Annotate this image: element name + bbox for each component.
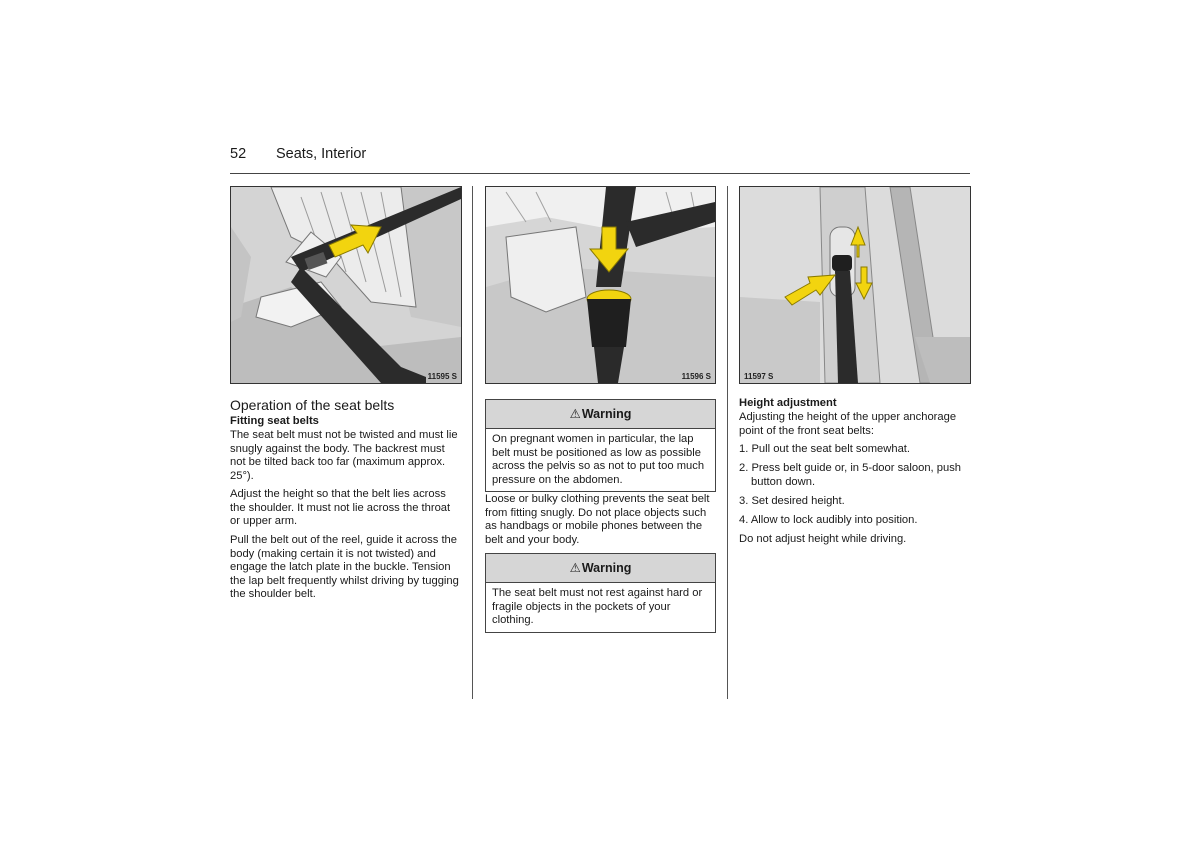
warning-triangle-icon: ⚠ bbox=[569, 407, 581, 421]
warning-box-objects bbox=[485, 553, 716, 633]
warning-title: Warning bbox=[581, 561, 632, 575]
column-divider-1 bbox=[472, 186, 473, 699]
height-adjustment-illustration bbox=[740, 187, 970, 383]
subheading-height: Height adjustment bbox=[739, 397, 837, 409]
warning-header bbox=[486, 400, 715, 429]
figure-height-adjustment bbox=[739, 186, 971, 384]
column-divider-2 bbox=[727, 186, 728, 699]
figure-code: 11595 S bbox=[427, 372, 457, 381]
section-heading: Operation of the seat belts bbox=[230, 397, 395, 413]
lap-belt-illustration bbox=[486, 187, 715, 383]
warning-title: Warning bbox=[581, 407, 632, 421]
list-item: 1. Pull out the seat belt somewhat. bbox=[739, 443, 911, 455]
paragraph: Pull the belt out of the reel, guide it across the body (making certain it is not twisted) and engage the latch plate in the buckle. Tension the lap belt frequently whilst driving by tugging the shoulder belt. bbox=[230, 534, 459, 601]
paragraph: Adjusting the height of the upper anchorage point of the front seat belts: bbox=[739, 411, 957, 437]
paragraph: Adjust the height so that the belt lies across the shoulder. It must not lie across the throat or upper arm. bbox=[230, 488, 451, 528]
warning-text: The seat belt must not rest against hard or fragile objects in the pockets of your clothing. bbox=[492, 587, 703, 627]
warning-triangle-icon: ⚠ bbox=[569, 561, 581, 575]
subheading-fitting: Fitting seat belts bbox=[230, 415, 319, 427]
figure-code: 11596 S bbox=[681, 372, 711, 381]
warning-header bbox=[486, 554, 715, 583]
paragraph: Do not adjust height while driving. bbox=[739, 533, 907, 545]
header-divider bbox=[230, 173, 970, 174]
page-title: Seats, Interior bbox=[276, 146, 367, 162]
warning-box-pregnant bbox=[485, 399, 716, 492]
figure-lap-belt-position bbox=[485, 186, 716, 384]
list-item: 2. Press belt guide or, in 5-door saloon, push button down. bbox=[739, 462, 962, 488]
fastening-belt-illustration bbox=[231, 187, 461, 383]
paragraph: Loose or bulky clothing prevents the seat belt from fitting snugly. Do not place objects such as handbags or mobile phones between the belt and your body. bbox=[485, 493, 710, 546]
figure-fastening-belt bbox=[230, 186, 462, 384]
figure-code: 11597 S bbox=[744, 372, 774, 381]
list-item: 4. Allow to lock audibly into position. bbox=[739, 514, 918, 526]
warning-text: On pregnant women in particular, the lap belt must be positioned as low as possible across the pelvis so as not to put too much pressure on the abdomen. bbox=[492, 433, 705, 486]
paragraph: The seat belt must not be twisted and must lie snugly against the body. The backrest must not be tilted back too far (maximum approx. 25°). bbox=[230, 429, 458, 482]
list-item: 3. Set desired height. bbox=[739, 495, 845, 507]
page-number: 52 bbox=[230, 146, 247, 162]
